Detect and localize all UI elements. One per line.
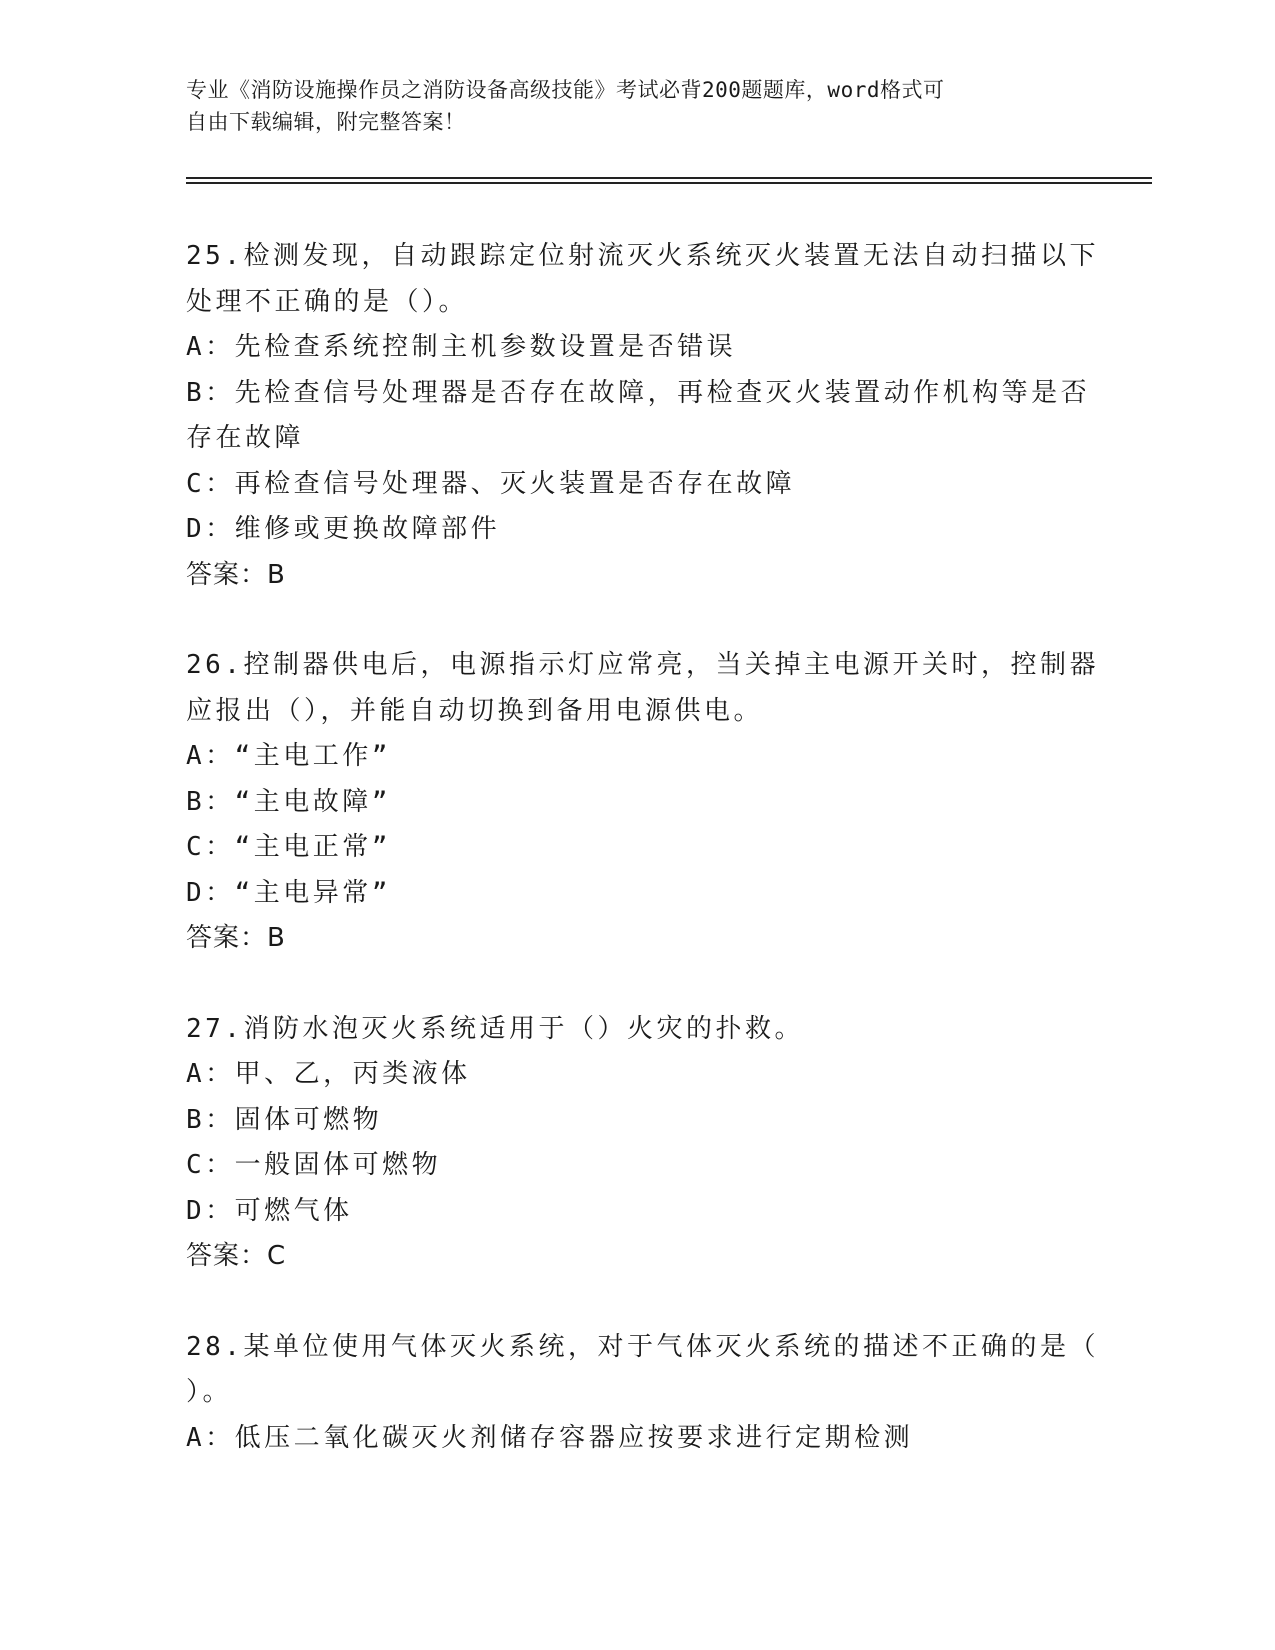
question-stem: 应报出（），并能自动切换到备用电源供电。 (186, 695, 764, 726)
document-header (186, 74, 1086, 138)
option-c: C：“主电正常” (186, 832, 391, 862)
question-26 (186, 643, 1099, 962)
header-line-1: 专业《消防设施操作员之消防设备高级技能》考试必背200题题库，word格式可 (186, 78, 945, 102)
answer-label: 答案：B (186, 923, 286, 953)
question-list (186, 234, 1099, 1506)
option-b: B：先检查信号处理器是否存在故障，再检查灭火装置动作机构等是否 (186, 377, 1091, 408)
question-25 (186, 234, 1099, 598)
option-d: D：可燃气体 (186, 1195, 353, 1226)
option-a: A：甲、乙，丙类液体 (186, 1059, 471, 1089)
option-b: B：“主电故障” (186, 786, 391, 817)
question-stem: ）。 (186, 1377, 233, 1407)
question-stem: 25.检测发现，自动跟踪定位射流灭火系统灭火装置无法自动扫描以下 (186, 241, 1099, 271)
option-a: A：低压二氧化碳灭火剂储存容器应按要求进行定期检测 (186, 1422, 914, 1453)
question-27 (186, 1007, 1086, 1280)
question-28 (186, 1325, 1099, 1462)
option-c: C：再检查信号处理器、灭火装置是否存在故障 (186, 468, 796, 499)
header-line-2: 自由下载编辑，附完整答案！ (186, 110, 466, 134)
option-b: 存在故障 (186, 423, 305, 453)
question-stem: 处理不正确的是（）。 (186, 286, 469, 317)
option-c: C：一般固体可燃物 (186, 1150, 442, 1180)
answer-label: 答案：C (186, 1241, 287, 1271)
answer-label: 答案：B (186, 559, 286, 590)
question-stem: 28.某单位使用气体灭火系统，对于气体灭火系统的描述不正确的是（ (186, 1331, 1099, 1362)
option-a: A：先检查系统控制主机参数设置是否错误 (186, 332, 737, 362)
header-divider-top (186, 177, 1152, 179)
option-a: A：“主电工作” (186, 741, 391, 771)
question-stem: 26.控制器供电后，电源指示灯应常亮，当关掉主电源开关时，控制器 (186, 650, 1099, 680)
option-b: B：固体可燃物 (186, 1104, 383, 1135)
option-d: D：维修或更换故障部件 (186, 514, 501, 544)
header-divider-bottom (186, 182, 1152, 184)
option-d: D：“主电异常” (186, 877, 391, 908)
question-stem: 27.消防水泡灭火系统适用于（）火灾的扑救。 (186, 1013, 804, 1044)
